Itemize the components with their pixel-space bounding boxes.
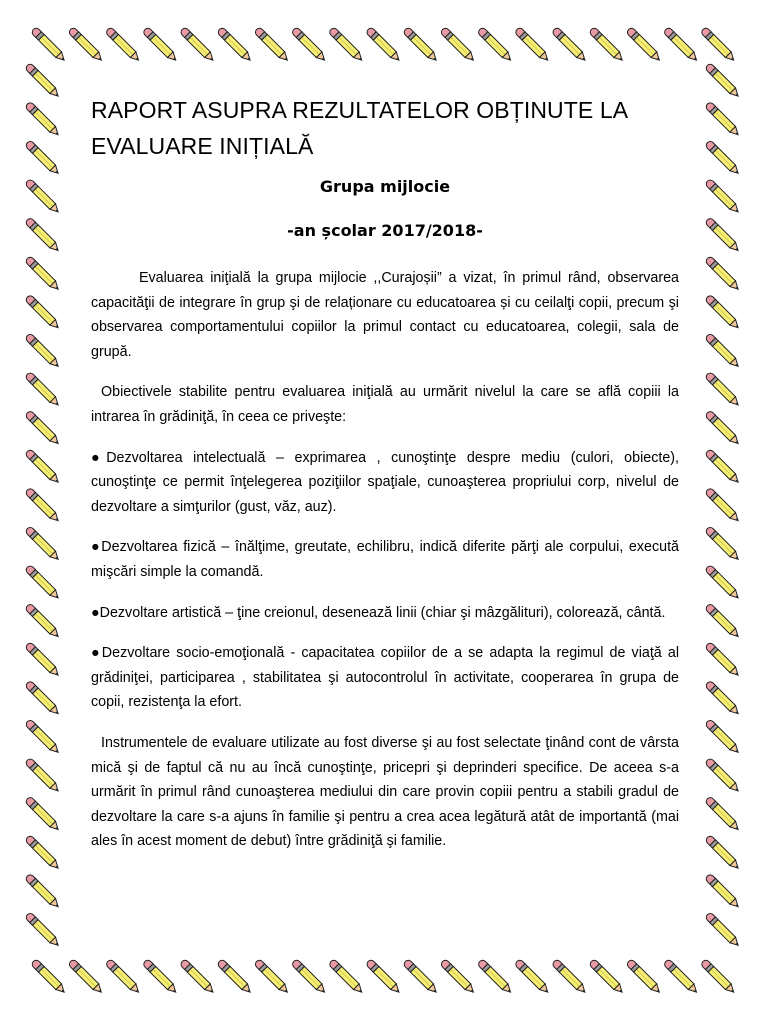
- pencil-icon: [705, 757, 742, 794]
- pencil-icon: [705, 217, 742, 254]
- pencil-icon: [25, 63, 62, 100]
- pencil-icon: [477, 27, 514, 64]
- pencil-icon: [291, 27, 328, 64]
- pencil-icon: [705, 294, 742, 331]
- pencil-icon: [589, 959, 626, 996]
- pencil-icon: [31, 959, 68, 996]
- pencil-icon: [440, 27, 477, 64]
- pencil-icon: [25, 796, 62, 833]
- pencil-icon: [31, 27, 68, 64]
- pencil-icon: [705, 603, 742, 640]
- pencil-icon: [217, 27, 254, 64]
- pencil-icon: [25, 217, 62, 254]
- pencil-icon: [551, 959, 588, 996]
- pencil-icon: [25, 140, 62, 177]
- pencil-icon: [705, 410, 742, 447]
- pencil-icon: [142, 959, 179, 996]
- pencil-icon: [403, 27, 440, 64]
- pencil-icon: [663, 27, 700, 64]
- pencil-icon: [365, 959, 402, 996]
- group-name: Grupa mijlocie: [319, 177, 451, 196]
- pencil-icon: [705, 140, 742, 177]
- pencil-icon: [626, 27, 663, 64]
- pencil-icon: [179, 959, 216, 996]
- pencil-icon: [705, 101, 742, 138]
- pencil-icon: [25, 449, 62, 486]
- pencil-icon: [25, 410, 62, 447]
- pencil-icon: [551, 27, 588, 64]
- pencil-icon: [25, 719, 62, 756]
- pencil-icon: [25, 526, 62, 563]
- pencil-icon: [25, 487, 62, 524]
- bullet-socio-emotional: ●Dezvoltare socio-emoţională - capacitatea copiilor de a se adapta la regimul de viaţă al grădiniţei, participarea , stabilitatea şi autocontrolul în activitate, cooperarea în grupa de copii, rezistenţa la efort.: [91, 645, 679, 711]
- pencil-icon: [25, 873, 62, 910]
- pencil-icon: [25, 680, 62, 717]
- pencil-icon: [254, 959, 291, 996]
- pencil-icon: [365, 27, 402, 64]
- bullet-artistic: ●Dezvoltare artistică – ţine creionul, desenează linii (chiar şi mâzgălituri), colorează, cântă.: [91, 604, 666, 621]
- pencil-icon: [705, 564, 742, 601]
- pencil-icon: [179, 27, 216, 64]
- pencil-icon: [25, 101, 62, 138]
- pencil-icon: [25, 835, 62, 872]
- pencil-icon: [514, 27, 551, 64]
- pencil-icon: [68, 959, 105, 996]
- pencil-icon: [700, 959, 737, 996]
- pencil-icon: [291, 959, 328, 996]
- pencil-icon: [403, 959, 440, 996]
- pencil-icon: [25, 642, 62, 679]
- pencil-icon: [705, 333, 742, 370]
- pencil-icon: [705, 680, 742, 717]
- pencil-icon: [705, 256, 742, 293]
- pencil-icon: [705, 63, 742, 100]
- pencil-icon: [25, 178, 62, 215]
- pencil-icon: [328, 959, 365, 996]
- pencil-icon: [25, 333, 62, 370]
- bullet-intellectual: ●Dezvoltarea intelectuală – exprimarea , cunoştinţe despre mediu (culori, obiecte), cunoştinţe ce permit înţelegerea poziţiilor spaţiale, cunoaşterea propriului corp, nivelul de dezvoltare a simţurilor (gust, văz, auz).: [91, 449, 679, 515]
- pencil-icon: [705, 835, 742, 872]
- pencil-icon: [705, 487, 742, 524]
- pencil-icon: [105, 959, 142, 996]
- paragraph-instruments: Instrumentele de evaluare utilizate au fost diverse şi au fost selectate ţinând cont de vârsta mică şi de faptul că nu au încă cunoştinţe, pricepri şi deprinderi specifice. De aceea s-a urmărit în primul rând cunoaşterea mediului din care provin copiii pentru a stabili gradul de dezvoltare la care s-a ajuns în familie şi pentru a crea acea legătură atât de importantă (mai ales în acest moment de debut) între grădiniţă şi familie.: [91, 734, 679, 850]
- pencil-icon: [25, 294, 62, 331]
- pencil-icon: [705, 796, 742, 833]
- paragraph-objectives: Obiectivele stabilite pentru evaluarea iniţială au urmărit nivelul la care se află copiii la intrarea în grădiniţă, în ceea ce priveşte:: [91, 384, 679, 425]
- pencil-icon: [328, 27, 365, 64]
- page-title: RAPORT ASUPRA REZULTATELOR OBȚINUTE LA EVALUARE INIȚIALĂ: [91, 97, 627, 159]
- pencil-icon: [589, 27, 626, 64]
- pencil-icon: [705, 719, 742, 756]
- pencil-icon: [25, 912, 62, 949]
- pencil-icon: [142, 27, 179, 64]
- pencil-icon: [68, 27, 105, 64]
- pencil-icon: [705, 642, 742, 679]
- pencil-icon: [477, 959, 514, 996]
- pencil-icon: [25, 603, 62, 640]
- pencil-icon: [705, 178, 742, 215]
- school-year: -an școlar 2017/2018-: [287, 221, 483, 240]
- pencil-icon: [217, 959, 254, 996]
- pencil-icon: [254, 27, 291, 64]
- pencil-icon: [25, 564, 62, 601]
- pencil-icon: [705, 873, 742, 910]
- pencil-icon: [626, 959, 663, 996]
- pencil-icon: [705, 912, 742, 949]
- pencil-icon: [440, 959, 477, 996]
- paragraph-intro: Evaluarea iniţială la grupa mijlocie ,,Curajoșii” a vizat, în primul rând, observarea capacităţii de integrare în grup şi de relaționare cu educatoarea și cu ceilalţi copii, precum şi observarea comportamentului copiilor la primul contact cu educatoarea, colegii, sala de grupă.: [91, 270, 679, 360]
- pencil-icon: [705, 371, 742, 408]
- pencil-icon: [105, 27, 142, 64]
- pencil-icon: [25, 256, 62, 293]
- pencil-icon: [700, 27, 737, 64]
- pencil-icon: [705, 526, 742, 563]
- document-body: [91, 92, 679, 870]
- pencil-icon: [25, 757, 62, 794]
- pencil-icon: [705, 449, 742, 486]
- pencil-icon: [25, 371, 62, 408]
- pencil-icon: [514, 959, 551, 996]
- bullet-physical: ●Dezvoltarea fizică – înălţime, greutate, echilibru, indică diferite părţi ale corpului, execută mişcări simple la comandă.: [91, 539, 679, 580]
- pencil-icon: [663, 959, 700, 996]
